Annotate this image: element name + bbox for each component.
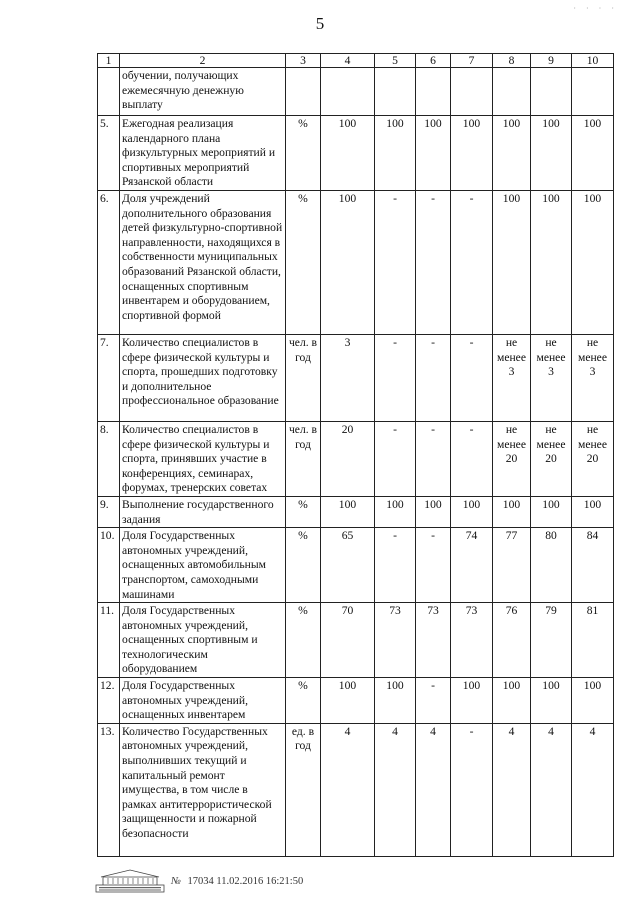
- unit-cell: [286, 68, 321, 116]
- value-col7: -: [451, 190, 493, 334]
- value-col4: 100: [321, 190, 375, 334]
- value-col10: не менее 20: [572, 421, 614, 496]
- value-col10: не менее 3: [572, 334, 614, 421]
- value-col6: -: [416, 678, 451, 724]
- header-cell: 8: [493, 54, 531, 68]
- value-col5: -: [375, 528, 416, 603]
- table-row: [98, 421, 614, 496]
- header-cell: 4: [321, 54, 375, 68]
- value-col4: 65: [321, 528, 375, 603]
- value-col5: 100: [375, 678, 416, 724]
- value-col8: 100: [493, 116, 531, 191]
- value-col7: 74: [451, 528, 493, 603]
- value-col8: 100: [493, 496, 531, 527]
- value-col4: 4: [321, 723, 375, 856]
- value-col5: -: [375, 190, 416, 334]
- indicator-name: Доля учреждений дополнительного образования детей физкультурно-спортивной направленности, находящихся в собственности муниципальных образований Рязанской области, оснащенных спортивным инвентарем и оборудованием, спортивной формой: [120, 190, 286, 334]
- value-col9: 79: [531, 603, 572, 678]
- value-col6: 73: [416, 603, 451, 678]
- value-col8: 100: [493, 190, 531, 334]
- value-col5: 4: [375, 723, 416, 856]
- value-col9: 100: [531, 678, 572, 724]
- table-row: [98, 723, 614, 856]
- value-col10: 84: [572, 528, 614, 603]
- value-col9: [531, 68, 572, 116]
- row-number: 13.: [98, 723, 120, 856]
- value-col8: 4: [493, 723, 531, 856]
- value-col9: 100: [531, 496, 572, 527]
- value-col10: 100: [572, 190, 614, 334]
- value-col9: 80: [531, 528, 572, 603]
- value-col7: [451, 68, 493, 116]
- value-col7: 100: [451, 678, 493, 724]
- table-row: [98, 116, 614, 191]
- unit-cell: %: [286, 116, 321, 191]
- value-col6: -: [416, 334, 451, 421]
- indicator-name: Количество специалистов в сфере физической культуры и спорта, принявших участие в конференциях, семинарах, форумах, тренерских советах: [120, 421, 286, 496]
- value-col4: 20: [321, 421, 375, 496]
- header-cell: 10: [572, 54, 614, 68]
- value-col10: [572, 68, 614, 116]
- unit-cell: %: [286, 603, 321, 678]
- value-col8: 76: [493, 603, 531, 678]
- row-number: 11.: [98, 603, 120, 678]
- value-col6: 4: [416, 723, 451, 856]
- value-col8: 100: [493, 678, 531, 724]
- indicators-table: [97, 53, 614, 857]
- value-col6: -: [416, 421, 451, 496]
- value-col9: не менее 20: [531, 421, 572, 496]
- row-number: 7.: [98, 334, 120, 421]
- unit-cell: %: [286, 678, 321, 724]
- value-col9: 100: [531, 116, 572, 191]
- registry-building-stamp-icon: [95, 869, 165, 893]
- unit-cell: чел. в год: [286, 421, 321, 496]
- table-row: [98, 603, 614, 678]
- value-col5: 73: [375, 603, 416, 678]
- value-col4: [321, 68, 375, 116]
- indicator-name: Ежегодная реализация календарного плана физкультурных мероприятий и спортивных мероприятий Рязанской области: [120, 116, 286, 191]
- table-row: [98, 190, 614, 334]
- value-col8: не менее 20: [493, 421, 531, 496]
- indicator-name: Количество Государственных автономных учреждений, выполнивших текущий и капитальный ремонт имущества, в том числе в рамках антитеррористической защищенности и пожарной безопасности: [120, 723, 286, 856]
- header-cell: 7: [451, 54, 493, 68]
- value-col7: -: [451, 421, 493, 496]
- value-col6: -: [416, 190, 451, 334]
- value-col4: 100: [321, 116, 375, 191]
- header-cell: 5: [375, 54, 416, 68]
- indicator-name: Доля Государственных автономных учреждений, оснащенных автомобильным транспортом, самоходными машинами: [120, 528, 286, 603]
- value-col9: 4: [531, 723, 572, 856]
- value-col10: 100: [572, 496, 614, 527]
- registration-datetime: 11.02.2016 16:21:50: [216, 875, 304, 887]
- header-cell: 9: [531, 54, 572, 68]
- row-number: 6.: [98, 190, 120, 334]
- indicator-name: Выполнение государственного задания: [120, 496, 286, 527]
- indicator-name: Количество специалистов в сфере физической культуры и спорта, прошедших подготовку и дополнительное профессиональное образование: [120, 334, 286, 421]
- table-row: [98, 334, 614, 421]
- unit-cell: %: [286, 528, 321, 603]
- value-col5: [375, 68, 416, 116]
- value-col7: -: [451, 334, 493, 421]
- value-col9: 100: [531, 190, 572, 334]
- indicator-name: Доля Государственных автономных учреждений, оснащенных спортивным и технологическим оборудованием: [120, 603, 286, 678]
- row-number: 5.: [98, 116, 120, 191]
- table-row: [98, 528, 614, 603]
- page-number: 5: [315, 14, 325, 33]
- unit-cell: чел. в год: [286, 334, 321, 421]
- value-col9: не менее 3: [531, 334, 572, 421]
- value-col4: 70: [321, 603, 375, 678]
- value-col6: [416, 68, 451, 116]
- table-row: [98, 496, 614, 527]
- value-col10: 81: [572, 603, 614, 678]
- value-col5: -: [375, 334, 416, 421]
- value-col8: не менее 3: [493, 334, 531, 421]
- registration-number: 17034: [187, 875, 214, 887]
- indicator-name: обучении, получающих ежемесячную денежную выплату: [120, 68, 286, 116]
- value-col6: -: [416, 528, 451, 603]
- value-col10: 100: [572, 678, 614, 724]
- table-row: [98, 678, 614, 724]
- header-cell: 3: [286, 54, 321, 68]
- header-row: [98, 54, 614, 68]
- row-number: [98, 68, 120, 116]
- table-row: [98, 68, 614, 116]
- value-col5: -: [375, 421, 416, 496]
- row-number: 10.: [98, 528, 120, 603]
- value-col6: 100: [416, 496, 451, 527]
- indicator-name: Доля Государственных автономных учреждений, оснащенных инвентарем: [120, 678, 286, 724]
- header-cell: 2: [120, 54, 286, 68]
- value-col7: 100: [451, 496, 493, 527]
- value-col10: 4: [572, 723, 614, 856]
- value-col7: 100: [451, 116, 493, 191]
- value-col5: 100: [375, 116, 416, 191]
- header-cell: 1: [98, 54, 120, 68]
- row-number: 8.: [98, 421, 120, 496]
- value-col6: 100: [416, 116, 451, 191]
- value-col7: -: [451, 723, 493, 856]
- unit-cell: %: [286, 496, 321, 527]
- row-number: 9.: [98, 496, 120, 527]
- value-col4: 100: [321, 678, 375, 724]
- value-col4: 3: [321, 334, 375, 421]
- unit-cell: ед. в год: [286, 723, 321, 856]
- unit-cell: %: [286, 190, 321, 334]
- registration-footer: [95, 868, 515, 894]
- row-number: 12.: [98, 678, 120, 724]
- header-cell: 6: [416, 54, 451, 68]
- value-col4: 100: [321, 496, 375, 527]
- value-col10: 100: [572, 116, 614, 191]
- corner-scan-mark: · · · ·: [573, 4, 618, 13]
- value-col8: [493, 68, 531, 116]
- value-col7: 73: [451, 603, 493, 678]
- value-col5: 100: [375, 496, 416, 527]
- value-col8: 77: [493, 528, 531, 603]
- number-sign: №: [171, 875, 181, 887]
